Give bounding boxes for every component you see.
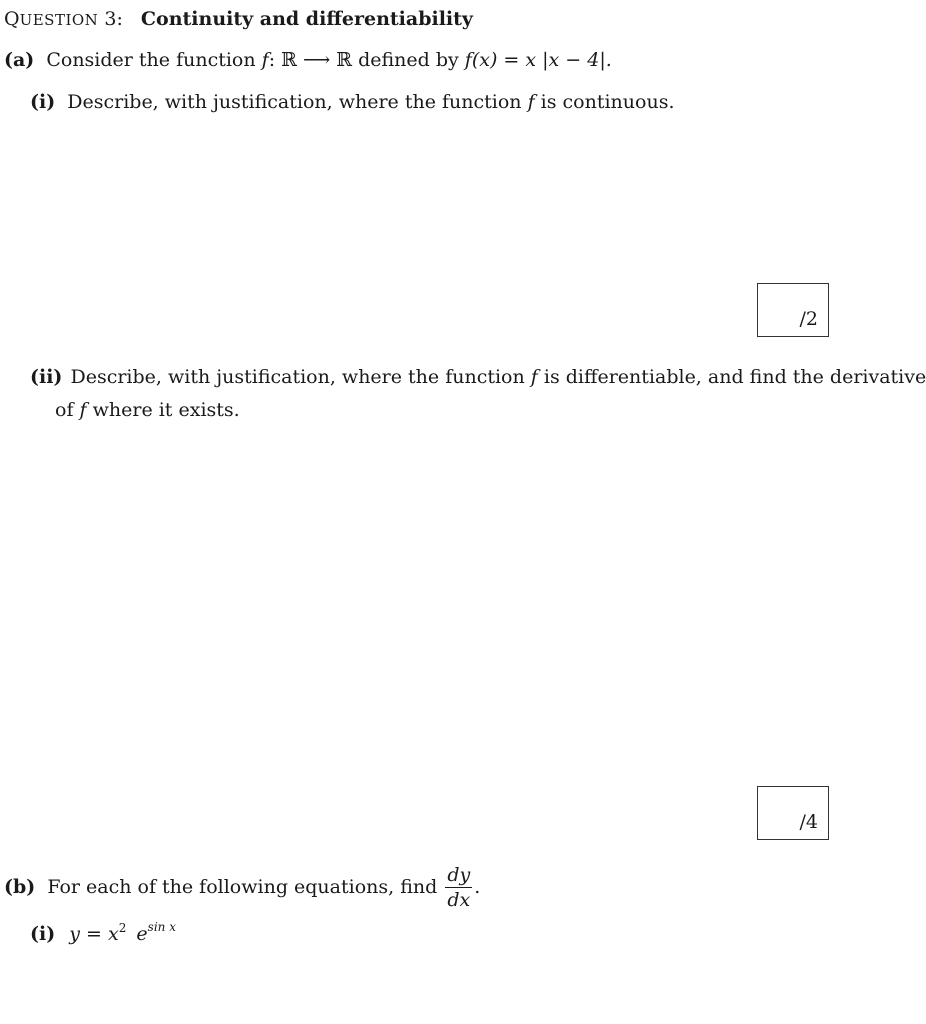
part-a-ii-line2-func: f — [79, 399, 87, 421]
part-b-trailing: . — [474, 876, 481, 898]
part-b-i-equation — [30, 920, 176, 945]
part-b-text: For each of the following equations, find — [47, 876, 438, 898]
part-a-ii-question-line1 — [30, 366, 926, 388]
part-b-i-label: (i) — [30, 923, 56, 945]
part-a-label: (a) — [4, 49, 35, 71]
fraction-numerator: dy — [447, 864, 471, 886]
part-b-i-equals: = — [86, 923, 102, 945]
part-b-i-lhs: y — [69, 923, 80, 945]
question-number: 3: — [104, 8, 123, 30]
part-a-ii-question-line2 — [55, 399, 240, 421]
question-heading — [4, 8, 473, 30]
part-a-ii-line2-before: of — [55, 399, 74, 421]
part-b-i-base: x — [108, 923, 119, 945]
part-a-ii-func: f — [530, 366, 538, 388]
part-b-i-power: 2 — [118, 921, 127, 935]
marks-box-a-ii[interactable] — [757, 786, 829, 840]
part-a-intro — [4, 49, 612, 71]
part-a-ii-label: (ii) — [30, 366, 63, 388]
part-a-ii-text-after: is differentiable, and find the derivative — [543, 366, 926, 388]
question-label-rest: UESTION — [19, 11, 99, 29]
part-a-i-text-before: Describe, with justification, where the function — [67, 91, 522, 113]
part-b-i-exp-base: e — [136, 923, 148, 945]
question-label-initial: Q — [4, 8, 20, 30]
part-a-i-text-after: is continuous. — [540, 91, 675, 113]
part-a-func-name: f — [261, 49, 269, 71]
part-a-definition-rhs: = x |x − 4|. — [503, 49, 612, 71]
marks-box-a-i[interactable] — [757, 283, 829, 337]
part-a-mapping: : ℝ ⟶ ℝ defined by — [268, 49, 459, 71]
part-a-ii-line2-after: where it exists. — [92, 399, 240, 421]
part-b-label: (b) — [4, 876, 36, 898]
part-a-i-func: f — [527, 91, 535, 113]
question-title: Continuity and differentiability — [140, 8, 473, 30]
marks-a-ii: /4 — [799, 811, 818, 833]
marks-a-i: /2 — [799, 308, 818, 330]
dy-dx-fraction — [445, 866, 472, 910]
part-b-intro — [4, 866, 480, 910]
part-a-i-label: (i) — [30, 91, 56, 113]
part-a-i-question — [30, 91, 675, 113]
part-b-i-exp-power: sin x — [147, 920, 176, 934]
part-a-ii-text-before: Describe, with justification, where the function — [70, 366, 525, 388]
part-a-intro-text: Consider the function — [46, 49, 256, 71]
fraction-denominator: dx — [447, 889, 471, 911]
part-a-definition-lhs: f(x) — [464, 49, 498, 71]
